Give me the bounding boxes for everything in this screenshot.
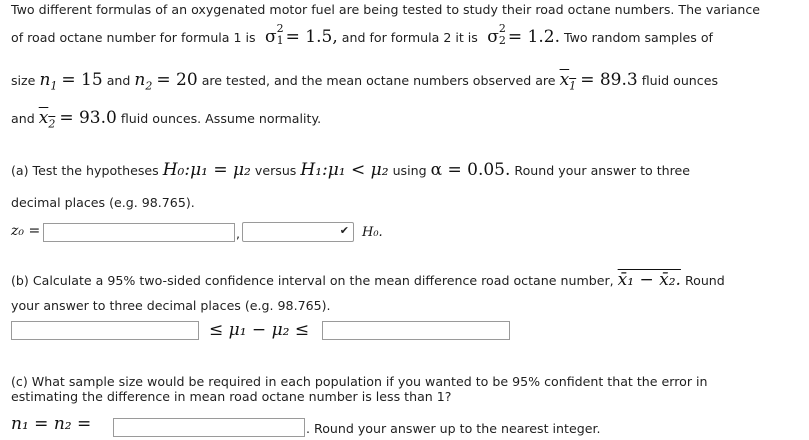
intro-text: size xyxy=(11,73,36,88)
part-a-line-2: decimal places (e.g. 98.765). xyxy=(11,195,195,210)
part-c-line-2: estimating the difference in mean road octane number is less than 1? xyxy=(11,389,452,404)
part-b-text: (b) Calculate a 95% two-sided confidence interval on the mean difference road octane number, xyxy=(11,273,614,288)
intro-line-3 xyxy=(11,70,718,92)
part-a-text: Round your answer to three xyxy=(514,163,691,178)
sigma1-squared: σ 2 1 xyxy=(259,22,284,47)
part-b-line-2: your answer to three decimal places (e.g. 98.765). xyxy=(11,298,331,313)
h0-hypothesis: H₀:μ₁ = μ₂ xyxy=(162,160,251,180)
ci-upper-input[interactable] xyxy=(322,321,510,340)
sigma2-squared: σ 2 2 xyxy=(481,22,506,47)
sigma1-value: = 1.5, xyxy=(285,27,338,47)
intro-line-4 xyxy=(11,108,321,130)
x1-bar-symbol: $x_1$ xyxy=(559,70,577,93)
comma: , xyxy=(236,226,241,241)
part-b-text: Round xyxy=(684,273,725,288)
part-c-line-1: (c) What sample size would be required in each population if you wanted to be 95% confident that the error in xyxy=(11,374,708,389)
intro-text: and xyxy=(106,73,131,88)
sample-size-input[interactable] xyxy=(113,418,305,437)
intro-line-2 xyxy=(11,22,713,47)
intro-text: fluid ounces xyxy=(641,73,719,88)
x2-value: = 93.0 xyxy=(59,108,117,128)
mean-difference: x̄₁ − x̄₂. xyxy=(617,270,681,290)
intro-line-1: Two different formulas of an oxygenated motor fuel are being tested to study their road octane numbers. The variance xyxy=(11,2,761,17)
intro-text: fluid ounces. Assume normality. xyxy=(120,111,322,126)
x1-value: = 89.3 xyxy=(580,70,638,90)
ci-lower-input[interactable] xyxy=(11,321,199,340)
n2-value: = 20 xyxy=(156,70,198,90)
x2-bar-symbol: $x_2$ xyxy=(38,108,56,131)
h1-hypothesis: H₁:μ₁ < μ₂ xyxy=(300,160,389,180)
ci-inequality: ≤ μ₁ − μ₂ ≤ xyxy=(209,320,310,340)
decision-select[interactable] xyxy=(242,222,354,242)
intro-text: and for formula 2 it is xyxy=(341,30,478,45)
sigma2-value: = 1.2. xyxy=(507,27,560,47)
n1-value: = 15 xyxy=(61,70,103,90)
part-b-line-1 xyxy=(11,270,725,290)
n2-symbol: $n_2$ xyxy=(134,70,153,93)
intro-text: Two random samples of xyxy=(564,30,713,45)
part-a-text: versus xyxy=(254,163,297,178)
z0-input[interactable] xyxy=(43,223,235,242)
part-a-text: (a) Test the hypotheses xyxy=(11,163,159,178)
part-a-line-1 xyxy=(11,160,690,180)
intro-text: of road octane number for formula 1 is xyxy=(11,30,256,45)
z0-label: z₀ = xyxy=(11,223,41,239)
chevron-down-icon: ✔ xyxy=(339,224,349,237)
alpha-value: α = 0.05. xyxy=(430,160,511,180)
n1-symbol: $n_1$ xyxy=(39,70,58,93)
part-a-text: using xyxy=(392,163,427,178)
intro-text: and xyxy=(11,111,35,126)
h0-decision-label: H₀. xyxy=(362,225,383,240)
sample-size-instruction: . Round your answer up to the nearest integer. xyxy=(306,421,601,436)
intro-text: are tested, and the mean octane numbers observed are xyxy=(201,73,556,88)
sample-size-label: n₁ = n₂ = xyxy=(11,414,92,434)
